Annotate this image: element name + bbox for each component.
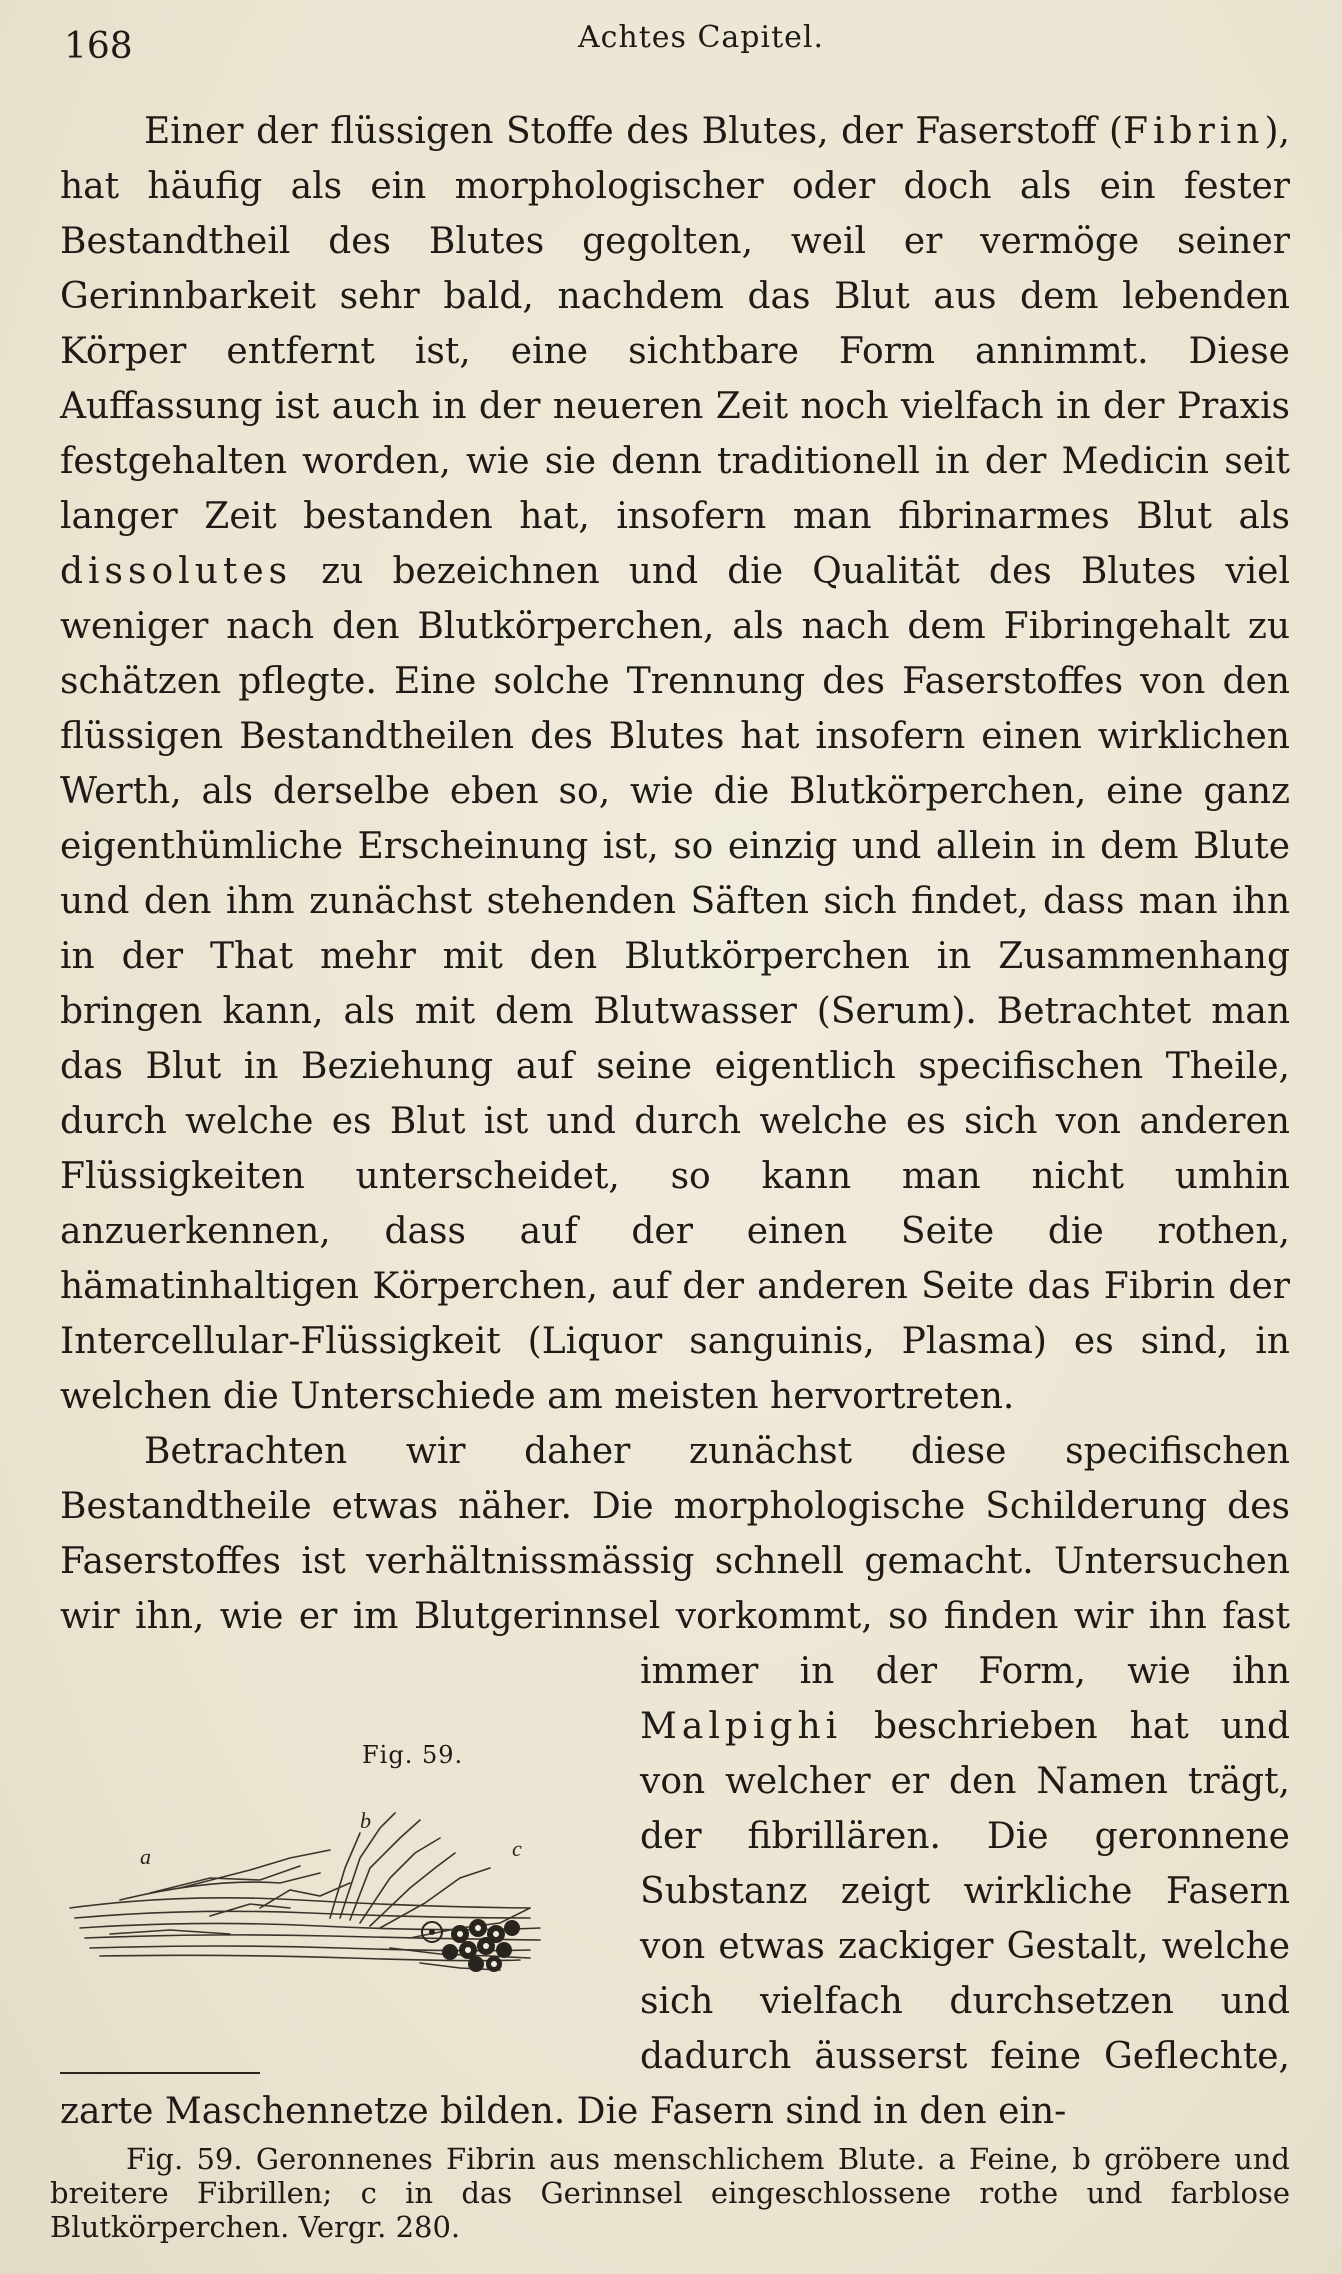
footnote-text: Fig. 59. Geronnenes Fibrin aus menschlichem Blute. a Feine, b gröbere und breitere Fibrillen; c in das Gerinnsel eingeschlossene rothe und farblose Blutkörperchen. Vergr. 280. [50,2142,1290,2244]
page-number: 168 [64,26,133,67]
blood-corpuscles [442,1919,520,1972]
emphasis-fibrin: Fibrin [1123,111,1265,152]
paragraph-2: Betrachten wir daher zunächst diese specifischen Bestandtheile etwas näher. Die morphologische Schilderung des Faserstoffes ist verhältnissmässig schnell gemacht. Untersuchen wir ihn, wie er im Blutgerinnsel vorkommt, so finden wir ihn fast immer in der Form, wie ihn Fig. 59. a b c Malpighi beschrieben hat und von welcher er den Namen trägt, der fibrillären. Die geronnene Substanz zeigt wirkliche Fasern von etwas zackiger Gestalt, welche sich vielfach durchsetzen und dadurch äusserst feine Geflechte, zarte Maschennetze bilden. Die Fasern sind in den ein- [60,1431,1290,2132]
figure-59 [60,1658,620,2078]
footnote [50,2142,1290,2244]
figure-letter-b: b [360,1808,371,1833]
emphasis-dissolutes: dissolutes [60,551,293,592]
figure-letter-a: a [140,1844,151,1869]
paragraph-1: Einer der flüssigen Stoffe des Blutes, der Faserstoff (Fibrin), hat häufig als ein morphologischer oder doch als ein fester Bestandtheil des Blutes gegolten, weil er vermöge seiner Gerinnbarkeit sehr bald, nachdem das Blut aus dem lebenden Körper entfernt ist, eine sichtbare Form annimmt. Diese Auffassung ist auch in der neueren Zeit noch vielfach in der Praxis festgehalten worden, wie sie denn traditionell in der Medicin seit langer Zeit bestanden hat, insofern man fibrinarmes Blut als dissolutes zu bezeichnen und die Qualität des Blutes viel weniger nach den Blutkörperchen, als nach dem Fibringehalt zu schätzen pflegte. Eine solche Trennung des Faserstoffes von den flüssigen Bestandtheilen des Blutes hat insofern einen wirklichen Werth, als derselbe eben so, wie die Blutkörperchen, eine ganz eigenthümliche Erscheinung ist, so einzig und allein in dem Blute und den ihm zunächst stehenden Säften sich findet, dass man ihn in der That mehr mit den Blutkörperchen in Zusammenhang bringen kann, als mit dem Blutwasser (Serum). Betrachtet man das Blut in Beziehung auf seine eigentlich specifischen Theile, durch welche es Blut ist und durch welche es sich von anderen Flüssigkeiten unterscheidet, so kann man nicht umhin anzuerkennen, dass auf der einen Seite die rothen, hämatinhaltigen Körperchen, auf der anderen Seite das Fibrin der Intercellular-Flüssigkeit (Liquor sanguinis, Plasma) es sind, in welchen die Unterschiede am meisten hervortreten. [60,111,1290,1417]
fibrin-illustration [60,1758,620,2058]
running-title: Achtes Capitel. [577,20,825,55]
emphasis-malpighi: Malpighi [640,1706,843,1747]
figure-label: Fig. 59. [362,1741,464,1769]
footnote-divider [60,2072,260,2074]
figure-letter-c: c [512,1836,522,1861]
body-text [60,104,1290,2139]
page-header [60,10,1282,70]
